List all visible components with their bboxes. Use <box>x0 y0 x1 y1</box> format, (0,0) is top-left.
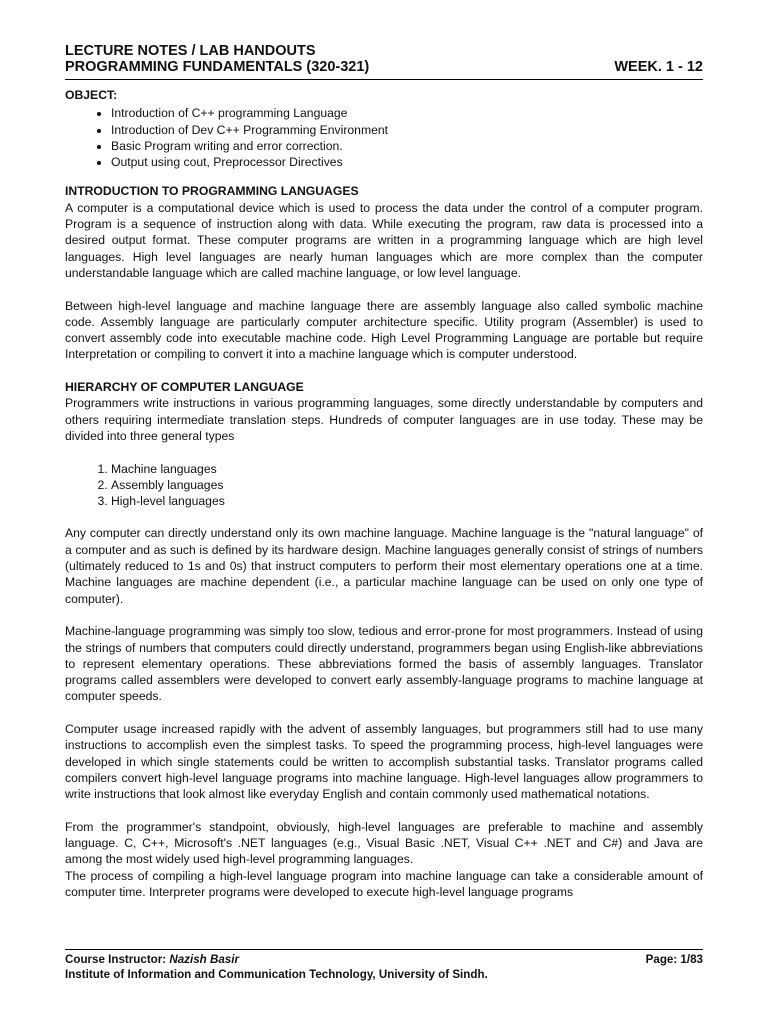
instructor-label: Course Instructor: <box>65 953 170 966</box>
paragraph: From the programmer's standpoint, obviously, high-level languages are preferable to machine and assembly language. C, C++, Microsoft's .NET languages (e.g., Visual Basic .NET, Visual C++ .NET and C#) and Java are among the most widely used high-level programming languages. <box>65 819 703 867</box>
header-title: LECTURE NOTES / LAB HANDOUTS <box>65 43 316 59</box>
list-item: 1. Machine languages <box>111 461 703 477</box>
list-item: • Basic Program writing and error correction. <box>111 138 703 154</box>
list-item: 3. High-level languages <box>111 493 703 509</box>
object-heading: OBJECT: <box>65 88 118 102</box>
instructor-name: Nazish Basir <box>169 953 239 966</box>
document-page <box>65 0 703 1024</box>
header-divider <box>65 79 703 80</box>
paragraph: Programmers write instructions in various programming languages, some directly understandable by computers and others requiring intermediate translation steps. Hundreds of computer languages are in use today. These may be divided into three general types <box>65 396 703 443</box>
paragraph: Machine-language programming was simply too slow, tedious and error-prone for most programmers. Instead of using the strings of numbers that computers could directly understand, programmers began using English-like abbreviations to represent elementary operations. These abbreviations formed the basis of assembly languages. Translator programs called assemblers were developed to convert early assembly-language programs to machine language at computer speeds. <box>65 624 703 704</box>
page-body <box>65 87 703 917</box>
page-footer <box>65 952 703 982</box>
list-item: • Output using cout, Preprocessor Directives <box>111 154 703 170</box>
page-number: Page: 1/83 <box>645 953 703 966</box>
list-item: 2. Assembly languages <box>111 477 703 493</box>
page-header <box>65 43 703 75</box>
institute-name: Institute of Information and Communication Technology, University of Sindh. <box>65 968 488 981</box>
intro-heading: INTRODUCTION TO PROGRAMMING LANGUAGES <box>65 184 359 199</box>
footer-divider <box>65 949 703 950</box>
paragraph: Between high-level language and machine language there are assembly language also called symbolic machine code. Assembly language are particularly computer architecture specific. Utility program (Assembler) is used to convert assembly code into executable machine code. High Level Programming Language are portable but require Interpretation or compiling to convert it into a machine language which is computer understood. <box>65 298 703 362</box>
language-types-list <box>65 461 703 510</box>
hierarchy-heading: HIERARCHY OF COMPUTER LANGUAGE <box>65 380 304 395</box>
paragraph: Any computer can directly understand only its own machine language. Machine language is the "natural language" of a computer and as such is defined by its hardware design. Machine languages generally consist of strings of numbers (ultimately reduced to 1s and 0s) that instruct computers to perform their most elementary operations one at a time. Machine languages are machine dependent (i.e., a particular machine language can be used on only one type of computer). <box>65 526 703 606</box>
list-item: • Introduction of Dev C++ Programming Environment <box>111 122 703 138</box>
course-title: PROGRAMMING FUNDAMENTALS (320-321) <box>65 59 370 75</box>
paragraph: The process of compiling a high-level language program into machine language can take a considerable amount of computer time. Interpreter programs were developed to execute high-level language programs <box>65 868 703 899</box>
list-item: • Introduction of C++ programming Language <box>111 105 703 121</box>
paragraph: A computer is a computational device which is used to process the data under the control of a computer program. Program is a sequence of instruction along with data. While executing the program, raw data is processed into a desired output format. These computer programs are written in a programming language which are high level languages. High level languages are nearly human languages which are more complex than the computer understandable language which are called machine language, or low level language. <box>65 200 703 280</box>
paragraph: Computer usage increased rapidly with the advent of assembly languages, but programmers still had to use many instructions to accomplish even the simplest tasks. To speed the programming process, high-level languages were developed in which single statements could be written to accomplish substantial tasks. Translator programs called compilers convert high-level language programs into machine language. High-level languages allow programmers to write instructions that look almost like everyday English and contain commonly used mathematical notations. <box>65 721 703 802</box>
object-list <box>65 105 703 170</box>
instructor <box>65 952 239 967</box>
week-label: WEEK. 1 - 12 <box>614 59 703 75</box>
